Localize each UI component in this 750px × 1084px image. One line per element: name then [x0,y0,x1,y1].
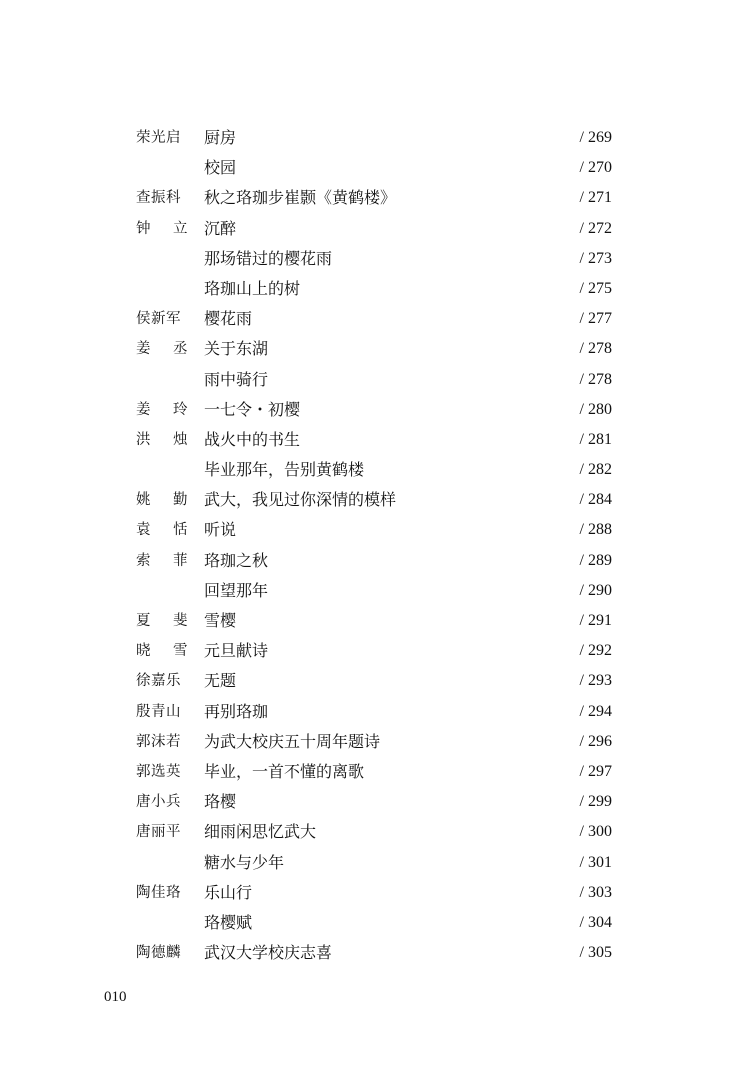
entry-author: 陶德麟 [136,945,181,962]
toc-entry[interactable] [0,455,750,485]
entry-title: 厨房 [204,128,237,147]
entry-page-number: / 281 [579,430,612,448]
author-name-part: 晓 [136,643,151,660]
toc-entry[interactable] [0,908,750,938]
author-name-part: 烛 [173,431,188,448]
entry-title: 珞珈之秋 [204,550,269,570]
author-name-part: 雪 [173,643,188,660]
entry-title: 元旦献诗 [204,641,269,661]
toc-entry[interactable] [0,515,750,545]
author-name-part: 洪 [136,431,151,448]
toc-entry[interactable] [0,274,750,304]
entry-page-number: / 289 [579,551,612,569]
entry-author [136,219,188,239]
entry-author: 查振科 [136,190,181,207]
author-name-part: 勤 [173,492,188,509]
entry-author [136,520,188,540]
entry-page-number: / 300 [579,823,612,841]
entry-title: 无题 [204,671,237,691]
toc-entry[interactable] [0,636,750,666]
author-name-part: 钟 [136,220,151,237]
entry-page-number: / 291 [579,612,612,629]
entry-page-number: / 296 [579,732,612,750]
entry-author [136,611,188,631]
entry-page-number: / 299 [579,793,612,811]
toc-entry[interactable] [0,697,750,727]
entry-title: 珞珈山上的树 [204,278,301,298]
entry-title: 关于东湖 [204,339,269,359]
entry-title: 听说 [204,520,237,540]
entry-title: 毕业，一首不懂的离歌 [204,761,365,781]
entry-title: 糖水与少年 [204,852,285,872]
entry-title: 武大，我见过你深情的模样 [204,490,397,510]
entry-page-number: / 272 [579,219,612,237]
entry-page-number: / 305 [579,944,612,962]
entry-author [136,641,188,661]
toc-entry[interactable] [0,848,750,878]
author-name-part: 恬 [173,522,188,539]
entry-author: 唐丽平 [136,824,181,841]
toc-entry[interactable] [0,334,750,364]
toc-entry[interactable] [0,304,750,334]
toc-entry[interactable] [0,365,750,395]
entry-author: 陶佳珞 [136,884,181,901]
author-name-part: 玲 [173,401,188,418]
entry-page-number: / 304 [579,913,612,931]
entry-page-number: / 284 [579,491,612,509]
toc-entry[interactable] [0,214,750,244]
entry-title: 回望那年 [204,580,269,600]
entry-author: 郭沫若 [136,733,181,750]
entry-author: 殷青山 [136,703,181,720]
entry-title: 樱花雨 [204,309,253,329]
author-name-part: 姜 [136,341,151,358]
entry-title: 秋之珞珈步崔颢《黄鹤楼》 [204,188,397,208]
entry-author: 徐嘉乐 [136,673,181,690]
toc-entry[interactable] [0,938,750,968]
author-name-part: 夏 [136,613,151,629]
entry-page-number: / 275 [579,279,612,297]
entry-author: 侯新军 [136,311,181,328]
entry-page-number: / 277 [579,310,612,328]
entry-title: 那场错过的樱花雨 [204,248,333,268]
entry-page-number: / 301 [579,853,612,871]
entry-page-number: / 273 [579,249,612,267]
entry-page-number: / 288 [579,521,612,539]
entry-author [136,551,188,571]
entry-page-number: / 282 [579,461,612,479]
author-name-part: 斐 [173,613,188,629]
toc-entry[interactable] [0,425,750,455]
toc-entry[interactable] [0,153,750,183]
entry-title: 细雨闲思忆武大 [204,822,317,842]
toc-entry[interactable] [0,787,750,817]
entry-page-number: / 280 [579,400,612,418]
entry-page-number: / 294 [579,702,612,720]
table-of-contents [0,123,750,968]
toc-entry[interactable] [0,606,750,636]
entry-page-number: / 297 [579,762,612,780]
entry-title: 珞樱 [204,792,237,812]
entry-author: 郭选英 [136,763,181,780]
author-name-part: 立 [173,220,188,237]
author-name-part: 索 [136,552,151,569]
entry-author [136,490,188,510]
entry-title: 战火中的书生 [204,429,301,449]
entry-page-number: / 278 [579,370,612,388]
entry-title: 武汉大学校庆志喜 [204,943,333,963]
toc-entry[interactable] [0,244,750,274]
entry-title: 校园 [204,158,237,178]
toc-entry[interactable] [0,878,750,908]
entry-title: 毕业那年，告别黄鹤楼 [204,460,365,480]
entry-page-number: / 269 [579,129,612,146]
entry-title: 雪樱 [204,611,237,630]
entry-title: 一七令・初樱 [204,399,301,419]
author-name-part: 姚 [136,492,151,509]
toc-entry[interactable] [0,757,750,787]
entry-page-number: / 290 [579,581,612,599]
entry-page-number: / 293 [579,672,612,690]
entry-page-number: / 270 [579,159,612,177]
author-name-part: 姜 [136,401,151,418]
entry-author: 荣光启 [136,130,181,146]
toc-entry[interactable] [0,727,750,757]
entry-title: 乐山行 [204,882,253,902]
toc-entry[interactable] [0,546,750,576]
entry-page-number: / 292 [579,642,612,660]
entry-title: 珞樱赋 [204,912,253,932]
toc-entry[interactable] [0,123,750,153]
entry-title: 再别珞珈 [204,701,269,721]
entry-title: 为武大校庆五十周年题诗 [204,731,381,751]
entry-page-number: / 303 [579,883,612,901]
toc-entry[interactable] [0,485,750,515]
entry-author [136,400,188,420]
author-name-part: 袁 [136,522,151,539]
toc-entry[interactable] [0,395,750,425]
entry-title: 沉醉 [204,218,237,238]
toc-entry[interactable] [0,817,750,847]
toc-entry[interactable] [0,576,750,606]
author-name-part: 丞 [173,341,188,358]
toc-entry[interactable] [0,666,750,696]
toc-entry[interactable] [0,183,750,213]
entry-author [136,339,188,359]
page-folio-number: 010 [104,989,127,1005]
entry-title: 雨中骑行 [204,369,269,389]
entry-author: 唐小兵 [136,794,181,811]
entry-author [136,430,188,450]
author-name-part: 菲 [173,552,188,569]
entry-page-number: / 278 [579,340,612,358]
entry-page-number: / 271 [579,189,612,207]
